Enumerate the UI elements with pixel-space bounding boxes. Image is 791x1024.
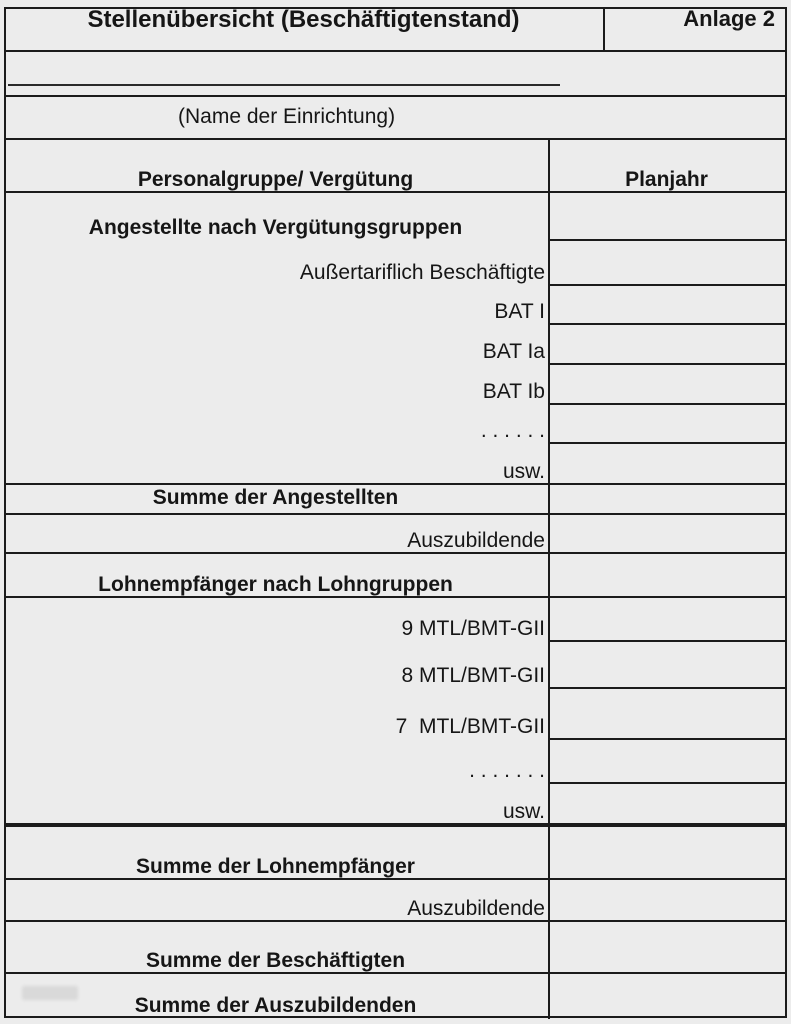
row-label-summe-auszubildenden: Summe der Auszubildenden: [134, 993, 417, 1017]
planjahr-value-cell: [551, 972, 785, 1017]
column-header-planjahr: Planjahr: [625, 167, 708, 191]
row-label-mtl-7: 7 MTL/BMT-GII: [395, 714, 545, 738]
row-label-auszubildende-2: Auszubildende: [407, 896, 545, 920]
planjahr-value-cell: [551, 403, 785, 442]
horizontal-rule: [4, 50, 787, 52]
row-label-summe-beschaeftigten: Summe der Beschäftigten: [145, 948, 406, 972]
row-label-usw-2: usw.: [502, 799, 545, 823]
column-divider-rule: [548, 138, 550, 1019]
planjahr-value-cell: [551, 827, 785, 878]
planjahr-value-cell: [551, 782, 785, 823]
column-header-personalgruppe: Personalgruppe/ Vergütung: [137, 167, 414, 191]
planjahr-value-cell: [551, 596, 785, 640]
planjahr-value-cell: [551, 442, 785, 483]
row-label-usw-1: usw.: [502, 459, 545, 483]
planjahr-value-cell: [551, 552, 785, 596]
planjahr-value-cell: [551, 640, 785, 687]
row-label-angestellte-gruppen: Angestellte nach Vergütungsgruppen: [88, 215, 463, 239]
planjahr-value-cell: [551, 284, 785, 323]
row-label-bat-ia: BAT Ia: [482, 339, 545, 363]
planjahr-value-cell: [551, 239, 785, 284]
name-caption: (Name der Einrichtung): [178, 104, 396, 128]
planjahr-value-cell: [551, 878, 785, 920]
planjahr-value-cell: [551, 687, 785, 738]
row-label-bat-ib: BAT Ib: [482, 379, 545, 403]
planjahr-value-cell: [551, 191, 785, 239]
row-label-lohnempfaenger-gruppen: Lohnempfänger nach Lohngruppen: [98, 572, 453, 596]
planjahr-value-cell: [551, 323, 785, 363]
horizontal-rule: [4, 95, 787, 97]
row-label-aussertariflich: Außertariflich Beschäftigte: [299, 260, 545, 284]
row-label-ellipsis-2: . . . . . . .: [469, 758, 545, 782]
row-label-auszubildende-1: Auszubildende: [407, 528, 545, 552]
scan-artifact: [22, 986, 78, 1000]
planjahr-value-cell: [551, 483, 785, 513]
planjahr-value-cell: [551, 920, 785, 972]
planjahr-value-cell: [551, 513, 785, 552]
row-label-summe-angestellten: Summe der Angestellten: [152, 486, 399, 510]
row-label-ellipsis-1: . . . . . .: [480, 418, 545, 442]
row-label-mtl-9: 9 MTL/BMT-GII: [401, 616, 545, 640]
row-label-mtl-8: 8 MTL/BMT-GII: [401, 663, 545, 687]
form-title: Stellenübersicht (Beschäftigtenstand): [87, 6, 520, 33]
planjahr-value-cell: [551, 363, 785, 403]
planjahr-value-cell: [551, 738, 785, 782]
row-label-bat-i: BAT I: [494, 299, 545, 323]
row-label-summe-lohnempfaenger: Summe der Lohnempfänger: [136, 854, 415, 878]
annex-label: Anlage 2: [683, 6, 775, 31]
name-fill-in-line: [8, 84, 560, 86]
